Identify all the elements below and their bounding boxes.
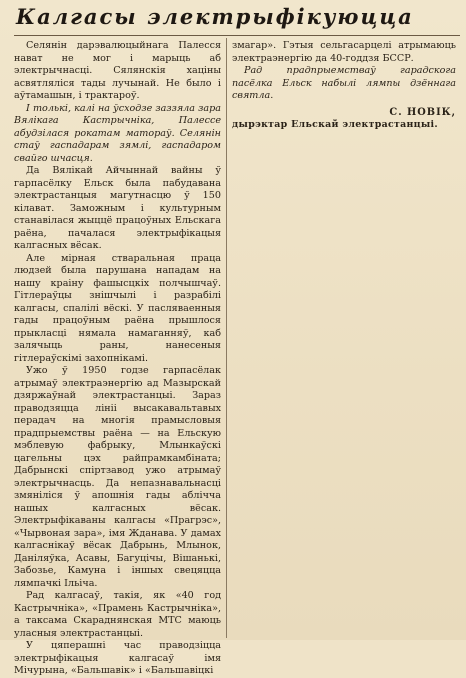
paragraph: У цяперашні час праводзіцца электрыфікацыя калгасаў імя Мічурына, «Бальшавік» і «Бальшавіцкі (14, 640, 221, 676)
article-headline: Калгасы электрыфікуюцца (16, 4, 414, 29)
article-right-column (232, 40, 456, 132)
paragraph: Рад прадпрыемстваў гарадскога пасёлка Ельск набылі лямпы дзённага святла. (232, 65, 456, 101)
author-name: С. НОВІК, (389, 106, 456, 118)
article-left-column (14, 40, 221, 678)
column-divider (226, 38, 227, 638)
paragraph: Але мірная стваральная праца людзей была парушана нападам на нашу краіну фашысцкіх полчышчаў. Гітлераўцы знішчылі і разрабілі калгасы, спалілі вёскі. У пасляваенныя гады працоўным раёна прышлося прыкласці нямала намаганняў, каб залячыць раны, нанесеныя гітлераўскімі захопнікамі. (14, 252, 221, 364)
paragraph: Да Вялікай Айчыннай вайны ў гарпасёлку Ельск была пабудавана электрастанцыя магутнасцю ў 150 кілават. Заможным і культурным станавілася жыццё працоўных Ельскага раёна, пачалася электрыфікацыя калгасных вёсак. (14, 165, 221, 251)
paragraph: Ужо ў 1950 годзе гарпасёлак атрымаў электраэнергію ад Мазырскай дзяржаўнай электрастанцыі. Зараз праводзяцца лініі высакавальтавых перадач на многія прамысловыя прадпрыемствы раёна — на Ельскую мэблевую фабрыку, Млынкаўскі цагельны цэх райпрамкамбіната; Дабрынскі спіртзавод ужо атрымаў электрычнасць. Да непазнавальнасці змяніліся ў апошнія гады аблічча нашых калгасных вёсак. Электрыфікаваны калгасы «Прагрэс», «Чырвоная зара», імя Жданава. У дамах калгаснікаў вёсак Дабрынь, Млынок, Даніляўка, Асавы, Багуцічы, Вішанькі, Забозье, Камуна і іншых свецяцца лямпачкі Ільіча. (14, 365, 221, 589)
paragraph: Рад калгасаў, такія, як «40 год Кастрычніка», «Прамень Кастрычніка», а таксама Скараднянская МТС маюць уласныя электрастанцыі. (14, 590, 221, 639)
headline-rule (14, 35, 460, 36)
paragraph: змагар». Гэтыя сельгасарцелі атрымаюць электраэнергію да 40-годдзя БССР. (232, 40, 456, 64)
author-role: дырэктар Ельскай электрастанцыі. (232, 119, 438, 130)
paragraph: Селянін дарэвалюцыйнага Палесся нават не мог і марыць аб электрычнасці. Сялянскія хаціны асвятляліся тады лучынай. Не было і аўтамашын, і трактароў. (14, 40, 221, 101)
paragraph: І толькі, калі на ўсходзе заззяла зара Вялікага Кастрычніка, Палессе абудзілася рокатам матораў. Селянін стаў гаспадарам зямлі, гаспадаром свайго шчасця. (14, 102, 221, 164)
